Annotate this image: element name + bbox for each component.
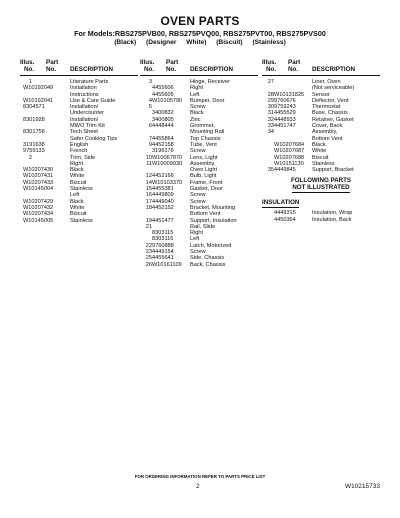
part-number: W10207688 xyxy=(274,154,305,161)
part-number: 3400832 xyxy=(152,110,174,117)
part-number: 4452152 xyxy=(152,204,174,211)
part-description: White xyxy=(70,204,85,211)
part-description: Sensor xyxy=(312,91,330,98)
illus-number: 21 xyxy=(145,223,152,230)
part-number: 8303116 xyxy=(152,236,174,243)
part-description: (Not serviceable) xyxy=(312,85,355,92)
part-number: 4455606 xyxy=(152,85,174,92)
header-part: Part xyxy=(288,59,301,66)
part-description: Insulation, Wrap xyxy=(312,210,353,217)
part-description: Bracket, Mounting xyxy=(190,204,236,211)
ordering-info: FOR ORDERING INFORMATION REFER TO PARTS PRICE LIST xyxy=(134,474,266,479)
part-description: Top Chassis xyxy=(190,135,221,142)
part-description: Screw xyxy=(190,249,206,256)
part-number: 4449809 xyxy=(152,192,174,199)
part-number: 8304571 xyxy=(23,104,45,111)
part-description: Bottom Vent xyxy=(190,211,221,218)
part-description: Right xyxy=(70,160,84,167)
illus-number: 9 xyxy=(148,141,152,148)
parts-column-2 xyxy=(140,60,258,268)
part-number: 4450364 xyxy=(274,216,296,223)
part-number: 4455605 xyxy=(152,91,174,98)
illus-number: 4 xyxy=(148,97,152,104)
illus-number: 7 xyxy=(148,135,152,142)
part-description: Hinge, Receiver xyxy=(190,79,230,85)
illus-number: 35 xyxy=(267,167,274,174)
part-description: Latch, Motorized xyxy=(190,242,232,249)
part-number: W10207430 xyxy=(23,167,54,174)
parts-column-3 xyxy=(262,60,380,223)
part-row xyxy=(140,262,258,268)
header-illus: Illus. xyxy=(140,59,155,66)
part-number: W10192041 xyxy=(23,97,54,104)
part-description: Rail, Slide xyxy=(190,223,216,230)
insulation-title xyxy=(262,199,380,206)
part-description: Left xyxy=(190,91,200,98)
following-title-line-1: FOLLOWING PARTS xyxy=(290,177,352,185)
page-title: OVEN PARTS xyxy=(160,14,240,28)
part-description: Mounting Rail xyxy=(190,129,225,136)
part-description: Gasket, Door xyxy=(190,186,223,193)
part-description: Screw xyxy=(190,148,206,155)
header-part-no: No. xyxy=(288,66,299,73)
illus-number: 29 xyxy=(267,97,274,104)
part-number: 9759243 xyxy=(274,104,296,111)
part-number: 3191638 xyxy=(23,141,45,148)
part-number: 8301928 xyxy=(23,116,45,123)
illus-number: 18 xyxy=(145,204,152,211)
illus-number: 27 xyxy=(267,79,274,85)
part-description: Black xyxy=(70,198,84,205)
part-description: Left xyxy=(190,236,200,243)
part-description: Bottom Vent xyxy=(312,135,343,142)
part-description: Left xyxy=(70,192,80,199)
illus-number: 10 xyxy=(145,154,152,161)
header-part-no: No. xyxy=(166,66,177,73)
part-number: 9760888 xyxy=(152,242,174,249)
header-description: DESCRIPTION xyxy=(70,66,114,73)
header-illus: Illus. xyxy=(20,59,35,66)
part-description: Base, Chassis xyxy=(312,110,348,117)
colors-line: (Black) (Designer White) (Biscuit) (Stainless) xyxy=(114,39,286,46)
part-description: Screw xyxy=(190,104,206,111)
part-description: English xyxy=(70,141,89,148)
part-description: Bulb, Light xyxy=(190,173,217,180)
insulation-title-text: INSULATION xyxy=(262,199,300,207)
part-number: W10105790 xyxy=(152,97,183,104)
following-parts-title xyxy=(262,177,380,193)
parts-list xyxy=(140,79,258,268)
models-line: For Models:RBS275PVB00, RBS275PVQ00, RBS275PVT00, RBS275PVS00 xyxy=(74,29,326,38)
header-description: DESCRIPTION xyxy=(190,66,234,73)
part-number: W10207433 xyxy=(23,179,54,186)
part-description: Installation/ xyxy=(70,116,99,123)
header-part: Part xyxy=(46,59,59,66)
part-description: Literature Parts xyxy=(70,79,109,85)
illus-number: 26 xyxy=(145,261,152,268)
page-number: 2 xyxy=(196,483,200,490)
part-description: Lens, Light xyxy=(190,154,218,161)
part-number: W10145005 xyxy=(23,217,54,224)
parts-column-1 xyxy=(20,60,138,224)
part-description: Bumper, Door xyxy=(190,97,225,104)
part-description: Stainless xyxy=(70,186,93,193)
part-description: MWO Trim Kit xyxy=(70,123,105,130)
illus-number: 34 xyxy=(267,129,274,136)
part-description: Tube, Vent xyxy=(190,141,217,148)
header-part-no: No. xyxy=(46,66,57,73)
part-number: W10207684 xyxy=(274,141,305,148)
header-illus-no: No. xyxy=(24,66,35,73)
part-description: Zinc xyxy=(190,116,201,123)
part-description: Instructions xyxy=(70,91,99,98)
illus-number: 11 xyxy=(146,160,152,167)
column-header xyxy=(262,60,380,76)
part-number: 9760676 xyxy=(274,97,296,104)
illus-number: 25 xyxy=(145,255,152,262)
illus-number: 14 xyxy=(145,179,152,186)
part-description: Thermostat xyxy=(312,104,341,111)
header-part: Part xyxy=(166,59,179,66)
document-number: W10215733 xyxy=(344,483,380,490)
part-number: 4451477 xyxy=(152,217,174,224)
part-description: Support, Insulation xyxy=(190,217,237,224)
part-description: Cover, Back xyxy=(312,123,343,130)
part-number: W10161109 xyxy=(152,261,182,268)
part-number: 4449040 xyxy=(152,198,174,205)
part-description: Support, Bracket xyxy=(312,167,354,174)
part-description: Deflector, Vent xyxy=(312,97,349,104)
part-number: 4452166 xyxy=(152,173,174,180)
header-illus-no: No. xyxy=(144,66,155,73)
part-number: 4455864 xyxy=(152,135,174,142)
part-number: 4449315 xyxy=(274,210,296,217)
part-description: Liner, Oven xyxy=(312,79,341,85)
illus-number: 5 xyxy=(148,104,152,111)
part-description: Screw xyxy=(190,198,206,205)
part-number: 4455381 xyxy=(152,186,174,193)
part-number: 4448444 xyxy=(152,123,174,130)
part-number: W10067870 xyxy=(152,154,183,161)
part-number: W10207431 xyxy=(23,173,54,180)
part-number: W10207432 xyxy=(23,204,54,211)
part-description: Undercounter xyxy=(70,110,104,117)
part-description: Oven Light xyxy=(190,167,218,174)
part-description: Black xyxy=(70,167,84,174)
illus-number: 19 xyxy=(145,217,152,224)
illus-number: 12 xyxy=(145,173,152,180)
part-description: White xyxy=(312,148,327,155)
part-description: Right xyxy=(190,85,204,92)
illus-number: 31 xyxy=(267,110,274,117)
part-number: 4455641 xyxy=(152,255,174,262)
part-number: 4452158 xyxy=(152,141,174,148)
illus-number: 22 xyxy=(145,242,152,249)
illus-number: 3 xyxy=(148,79,152,85)
header-illus: Illus. xyxy=(262,59,277,66)
part-description: Installation/ xyxy=(70,104,99,111)
illus-number: 23 xyxy=(145,249,152,256)
illus-number: 15 xyxy=(145,186,152,193)
part-number: W10009930 xyxy=(152,160,183,167)
insulation-list xyxy=(262,210,380,223)
header-description: DESCRIPTION xyxy=(312,66,356,73)
part-description: Frame, Front xyxy=(190,179,223,186)
part-number: W10131825 xyxy=(274,91,305,98)
part-description: Use & Care Guide xyxy=(70,97,116,104)
part-row xyxy=(262,217,380,223)
part-description: Retainer, Gasket xyxy=(312,116,354,123)
part-number: 4451747 xyxy=(274,123,296,130)
parts-list xyxy=(262,79,380,173)
part-row xyxy=(20,218,138,224)
part-description: Insulation, Back xyxy=(312,216,352,223)
illus-number: 16 xyxy=(145,192,152,199)
header-illus-no: No. xyxy=(266,66,277,73)
part-number: 4448933 xyxy=(274,116,296,123)
part-number: 3196176 xyxy=(152,148,174,155)
part-description: Side, Chassis xyxy=(190,255,225,262)
part-description: Assembly, xyxy=(312,129,338,136)
part-description: Grommet, xyxy=(190,123,215,130)
part-number: W10192049 xyxy=(23,85,54,92)
parts-list xyxy=(20,79,138,224)
part-description: Biscuit xyxy=(70,179,87,186)
part-description: Safer Cooking Tips xyxy=(70,135,118,142)
column-header xyxy=(20,60,138,76)
illus-number: 30 xyxy=(267,104,274,111)
part-number: W10103370 xyxy=(152,179,183,186)
illus-number: 6 xyxy=(148,123,152,130)
part-number: W10207687 xyxy=(274,148,305,155)
part-description: White xyxy=(70,173,85,180)
following-title-line-2: NOT ILLUSTRATED xyxy=(292,184,350,192)
part-description: Installation xyxy=(70,85,97,92)
part-number: 8301758 xyxy=(23,129,45,136)
part-description: Right xyxy=(190,230,204,237)
part-number: 4449845 xyxy=(274,167,296,174)
part-number: 3400805 xyxy=(152,116,174,123)
part-description: Tech Sheet xyxy=(70,129,98,136)
part-description: French xyxy=(70,148,88,155)
part-description: Biscuit xyxy=(312,154,329,161)
illus-number: 2 xyxy=(28,154,32,161)
illus-number: 1 xyxy=(28,79,32,85)
part-description: Assembly, xyxy=(190,160,216,167)
part-row xyxy=(262,167,380,173)
part-number: W10145004 xyxy=(23,186,54,193)
part-description: Screw xyxy=(190,192,206,199)
part-description: Trim, Side xyxy=(70,154,96,161)
illus-number: 17 xyxy=(145,198,152,205)
illus-number: 28 xyxy=(267,91,274,98)
part-description: Black xyxy=(190,110,204,117)
illus-number: 33 xyxy=(267,123,274,130)
column-header xyxy=(140,60,258,76)
part-number: 9759133 xyxy=(23,148,45,155)
illus-number: 32 xyxy=(267,116,274,123)
part-number: 4455529 xyxy=(274,110,296,117)
part-number: W10151130 xyxy=(274,160,304,167)
part-description: Stainless xyxy=(70,217,93,224)
part-description: Black xyxy=(312,141,326,148)
part-description: Back, Chassis xyxy=(190,261,226,268)
part-number: W10207429 xyxy=(23,198,54,205)
part-description: Biscuit xyxy=(70,211,87,218)
part-number: W10207434 xyxy=(23,211,54,218)
part-number: 8303115 xyxy=(152,230,174,237)
part-number: 4449154 xyxy=(152,249,174,256)
part-description: Stainless xyxy=(312,160,335,167)
